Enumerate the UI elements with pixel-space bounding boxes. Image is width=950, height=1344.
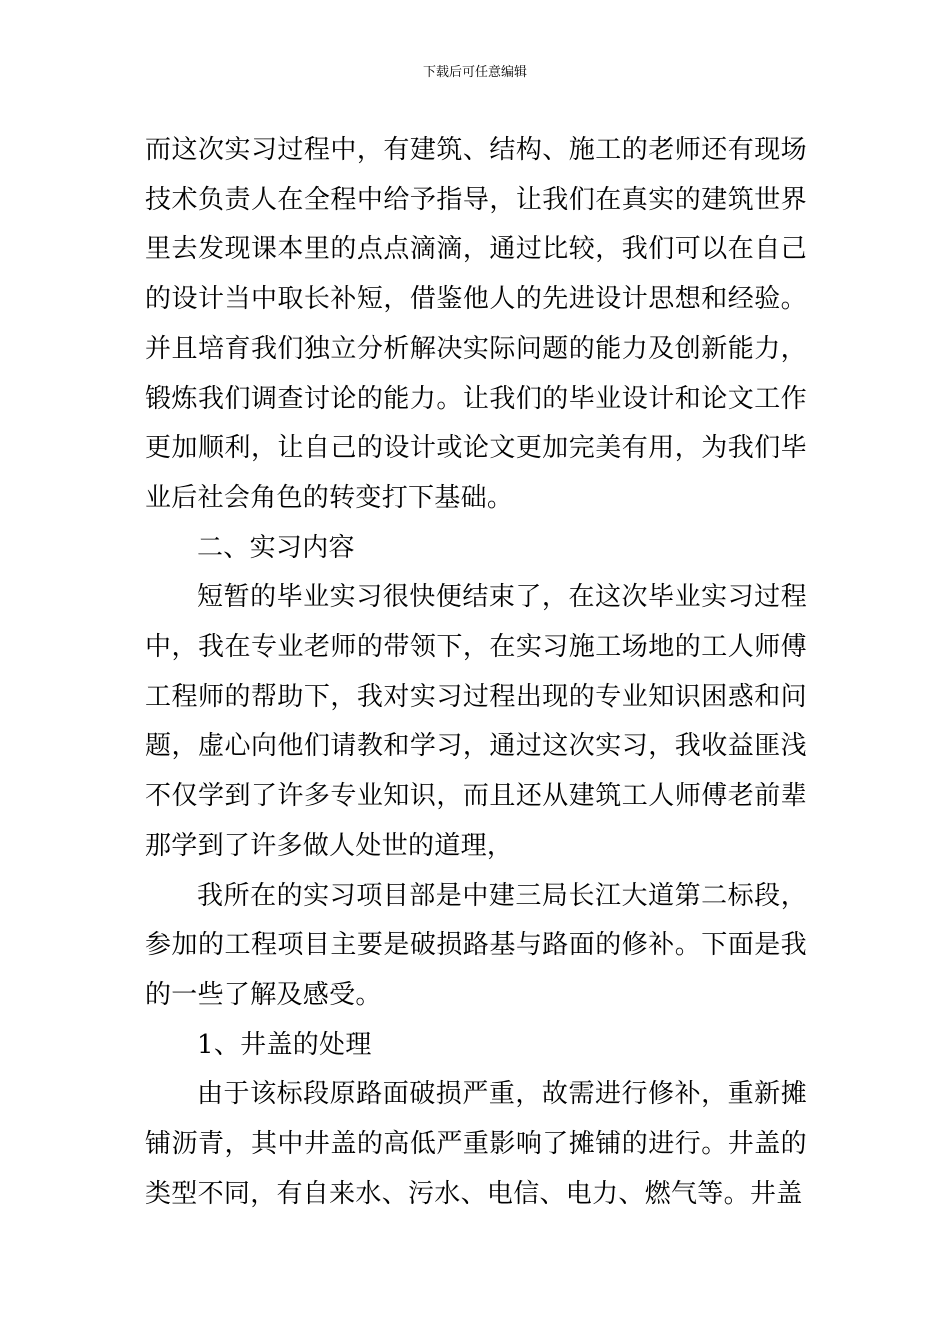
- paragraph-manhole-cover: 由于该标段原路面破损严重，故需进行修补，重新摊铺沥青，其中井盖的高低严重影响了摊铺的进行。井盖的类型不同，有自来水、污水、电信、电力、燃气等。井盖: [145, 1079, 807, 1209]
- paragraph-project-info: 我所在的实习项目部是中建三局长江大道第二标段，参加的工程项目主要是破损路基与路面的修补。下面是我的一些了解及感受。: [145, 880, 807, 1010]
- paragraph-practice-purpose: 而这次实习过程中，有建筑、结构、施工的老师还有现场技术负责人在全程中给予指导，让我们在真实的建筑世界里去发现课本里的点点滴滴，通过比较，我们可以在自己的设计当中取长补短，借鉴他人的先进设计思想和经验。并且培育我们独立分析解决实际问题的能力及创新能力，锻炼我们调查讨论的能力。让我们的毕业设计和论文工作更加顺利，让自己的设计或论文更加完美有用，为我们毕业后社会角色的转变打下基础。: [145, 135, 807, 513]
- section-heading-internship-content: 二、实习内容: [197, 532, 355, 563]
- paragraph-internship-summary: 短暂的毕业实习很快便结束了，在这次毕业实习过程中，我在专业老师的带领下，在实习施工场地的工人师傅工程师的帮助下，我对实习过程出现的专业知识困惑和问题，虚心向他们请教和学习，通过这次实习，我收益匪浅不仅学到了许多专业知识，而且还从建筑工人师傅老前辈那学到了许多做人处世的道理，: [145, 582, 807, 861]
- document-body: [145, 126, 807, 1219]
- subheading-manhole-cover: 1、井盖的处理: [197, 1029, 372, 1060]
- page-header: 下载后可任意编辑: [422, 65, 527, 80]
